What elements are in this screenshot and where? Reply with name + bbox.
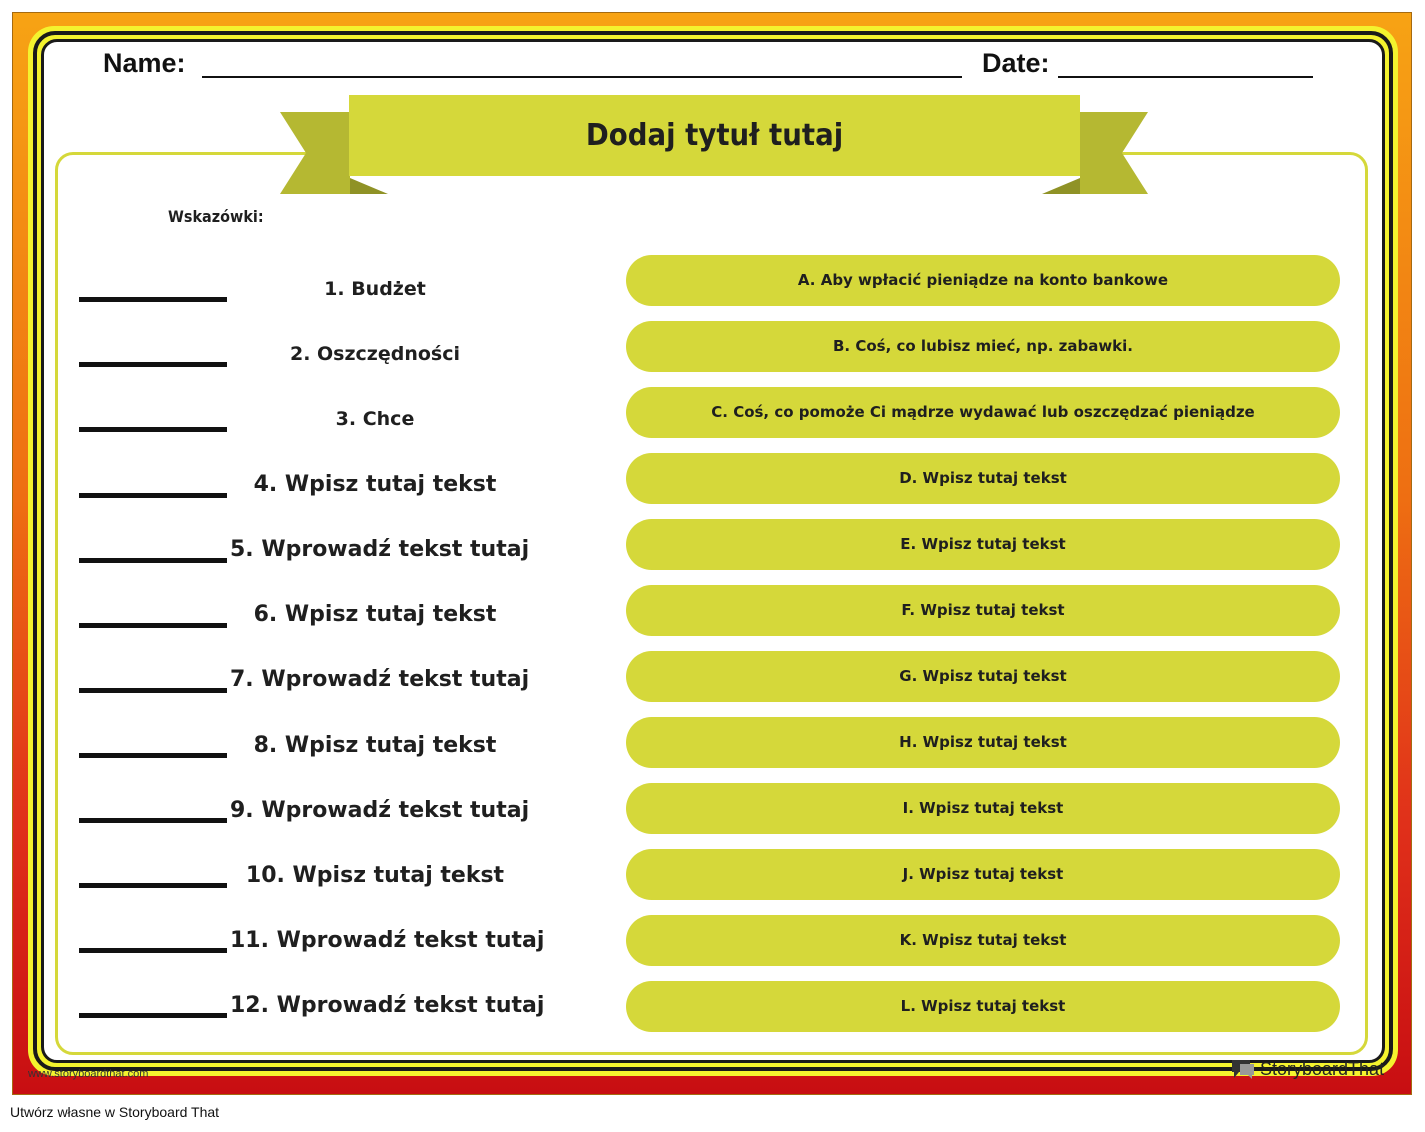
storyboardthat-logo[interactable]	[1230, 1057, 1384, 1081]
term-5: 5. Wprowadź tekst tutaj	[230, 537, 530, 562]
answer-line-2[interactable]	[79, 362, 227, 367]
answer-line-1[interactable]	[79, 297, 227, 302]
watermark-url: www.storyboardthat.com	[28, 1068, 149, 1080]
definition-e[interactable]: E. Wpisz tutaj tekst	[626, 519, 1340, 570]
term-4: 4. Wpisz tutaj tekst	[253, 472, 497, 497]
name-label: Name:	[103, 48, 186, 78]
term-7: 7. Wprowadź tekst tutaj	[230, 667, 530, 692]
term-2: 2. Oszczędności	[289, 343, 461, 365]
definition-f[interactable]: F. Wpisz tutaj tekst	[626, 585, 1340, 636]
definition-j[interactable]: J. Wpisz tutaj tekst	[626, 849, 1340, 900]
speech-bubble-icon	[1230, 1058, 1256, 1080]
answer-line-6[interactable]	[79, 623, 227, 628]
answer-line-8[interactable]	[79, 753, 227, 758]
definition-b[interactable]: B. Coś, co lubisz mieć, np. zabawki.	[626, 321, 1340, 372]
brand-name: StoryboardThat	[1260, 1058, 1385, 1079]
date-line[interactable]	[1058, 76, 1313, 78]
definition-i[interactable]: I. Wpisz tutaj tekst	[626, 783, 1340, 834]
term-6: 6. Wpisz tutaj tekst	[253, 602, 497, 627]
answer-line-10[interactable]	[79, 883, 227, 888]
footer-link[interactable]: Utwórz własne w Storyboard That	[10, 1104, 220, 1120]
term-3: 3. Chce	[335, 408, 415, 430]
term-10: 10. Wpisz tutaj tekst	[245, 863, 505, 888]
term-8: 8. Wpisz tutaj tekst	[253, 733, 497, 758]
answer-line-7[interactable]	[79, 688, 227, 693]
term-1: 1. Budżet	[324, 278, 426, 300]
worksheet-title[interactable]: Dodaj tytuł tutaj	[585, 118, 844, 153]
hints-label: Wskazówki:	[168, 207, 264, 226]
answer-line-11[interactable]	[79, 948, 227, 953]
term-12: 12. Wprowadź tekst tutaj	[230, 993, 545, 1018]
definition-c[interactable]: C. Coś, co pomoże Ci mądrze wydawać lub oszczędzać pieniądze	[626, 387, 1340, 438]
answer-line-9[interactable]	[79, 818, 227, 823]
name-line[interactable]	[202, 76, 962, 78]
term-9: 9. Wprowadź tekst tutaj	[230, 798, 530, 823]
definition-h[interactable]: H. Wpisz tutaj tekst	[626, 717, 1340, 768]
answer-line-5[interactable]	[79, 558, 227, 563]
date-label: Date:	[982, 48, 1050, 78]
definition-d[interactable]: D. Wpisz tutaj tekst	[626, 453, 1340, 504]
definition-a[interactable]: A. Aby wpłacić pieniądze na konto bankowe	[626, 255, 1340, 306]
answer-line-4[interactable]	[79, 493, 227, 498]
definition-g[interactable]: G. Wpisz tutaj tekst	[626, 651, 1340, 702]
answer-line-3[interactable]	[79, 427, 227, 432]
definition-l[interactable]: L. Wpisz tutaj tekst	[626, 981, 1340, 1032]
term-11: 11. Wprowadź tekst tutaj	[230, 928, 545, 953]
definition-k[interactable]: K. Wpisz tutaj tekst	[626, 915, 1340, 966]
answer-line-12[interactable]	[79, 1013, 227, 1018]
